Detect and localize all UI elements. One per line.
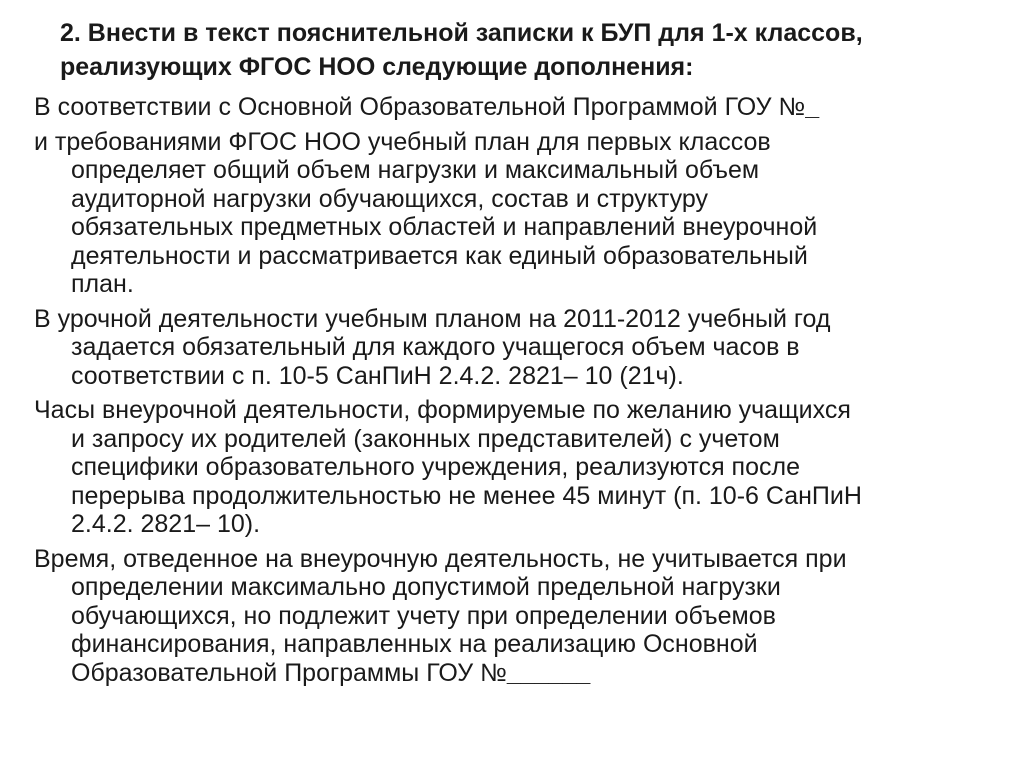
paragraph-line: план. — [71, 270, 134, 298]
number-blank: _ — [805, 93, 820, 121]
paragraph-line — [34, 93, 1014, 122]
paragraph-line: финансирования, направленных на реализацию Основной — [71, 630, 758, 658]
paragraph-lesson-activity — [34, 305, 1014, 391]
paragraph-line — [34, 659, 1014, 688]
paragraph-line: и запросу их родителей (законных представителей) с учетом — [71, 424, 780, 453]
heading-line-2: реализующих ФГОС НОО следующие дополнения: — [60, 53, 694, 81]
paragraph-line: соответствии с п. 10-5 СанПиН 2.4.2. 2821– 10 (21ч). — [71, 361, 684, 390]
paragraph-line: В урочной деятельности учебным планом на 2011-2012 учебный год — [34, 304, 831, 333]
paragraph-line: и требованиями ФГОС НОО учебный план для первых классов — [34, 127, 771, 156]
paragraph-line: Часы внеурочной деятельности, формируемые по желанию учащихся — [34, 396, 851, 424]
number-blank: ______ — [506, 658, 591, 687]
paragraph-line: определении максимально допустимой предельной нагрузки — [71, 573, 781, 601]
paragraph-line: 2.4.2. 2821– 10). — [71, 510, 261, 538]
paragraph-line: Время, отведенное на внеурочную деятельность, не учитывается при — [34, 544, 847, 573]
paragraph-requirements — [34, 128, 1014, 299]
paragraph-extracurricular-hours — [34, 396, 1014, 539]
paragraph-line: определяет общий объем нагрузки и максимальный объем — [71, 156, 760, 184]
paragraph-program-reference — [34, 93, 1014, 122]
paragraph-line: специфики образовательного учреждения, реализуются после — [71, 453, 800, 481]
slide-body — [34, 93, 1014, 693]
heading-line-1: 2. Внести в текст пояснительной записки к БУП для 1-х классов, — [60, 19, 863, 47]
paragraph-line: обязательных предметных областей и направлений внеурочной — [71, 213, 818, 241]
paragraph-line: деятельности и рассматривается как единый образовательный — [71, 241, 808, 270]
paragraph-text: Образовательной Программы ГОУ № — [71, 658, 507, 687]
paragraph-extracurricular-time — [34, 545, 1014, 688]
paragraph-line: обучающихся, но подлежит учету при определении объемов — [71, 601, 776, 630]
paragraph-line: перерыва продолжительностью не менее 45 минут (п. 10-6 СанПиН — [71, 481, 862, 510]
paragraph-line: аудиторной нагрузки обучающихся, состав и структуру — [71, 184, 708, 213]
paragraph-text: В соответствии с Основной Образовательной Программой ГОУ № — [34, 93, 806, 121]
paragraph-line: задается обязательный для каждого учащегося объем часов в — [71, 333, 800, 361]
slide-heading — [60, 16, 1000, 84]
